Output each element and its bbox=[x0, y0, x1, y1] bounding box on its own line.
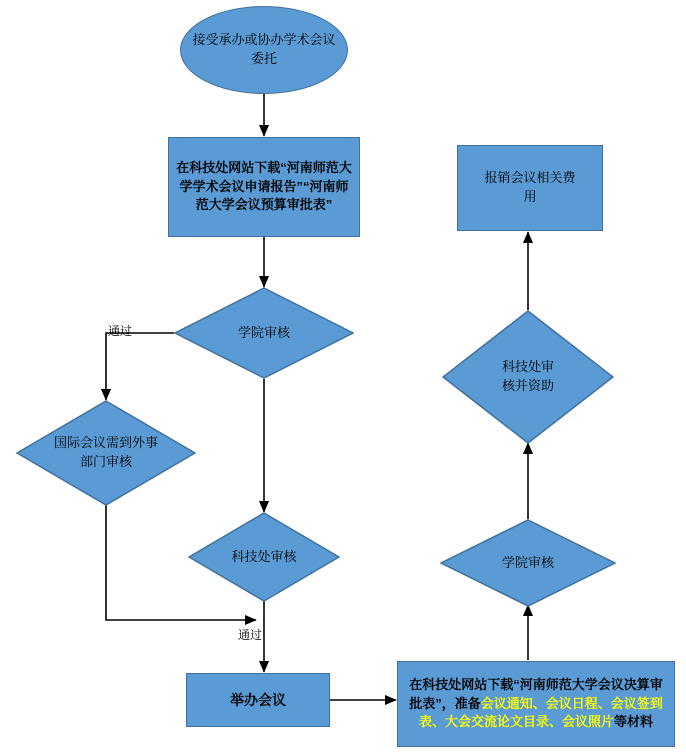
node-science-tech-office-review[interactable] bbox=[188, 512, 340, 602]
node-science-tech-office-review-and-funding-label: 科技处审核并资助 bbox=[501, 359, 554, 393]
node-college-review-1-label: 学院审核 bbox=[237, 324, 290, 340]
edge-label-pass-2: 通过 bbox=[238, 628, 263, 642]
final-forms-text-post: 等材料 bbox=[614, 714, 654, 730]
node-reimburse-expenses-label: 报销会议相关费用 bbox=[484, 170, 576, 204]
edge-label-pass-1: 通过 bbox=[108, 324, 133, 338]
node-start[interactable] bbox=[180, 6, 348, 94]
final-forms-text-highlight: 会议通知、会议日程、会议签到表、大会交流论文目录、会议照片 bbox=[418, 695, 663, 730]
node-download-application-forms[interactable] bbox=[168, 137, 360, 237]
node-international-meeting-foreign-affairs-review-label: 国际会议需到外事部门审核 bbox=[53, 435, 158, 469]
node-reimburse-expenses[interactable] bbox=[457, 145, 603, 231]
node-download-final-settlement-forms-label bbox=[398, 672, 674, 737]
node-college-review-2[interactable] bbox=[440, 519, 616, 607]
node-college-review-2-label: 学院审核 bbox=[501, 554, 554, 570]
node-hold-meeting[interactable] bbox=[186, 673, 330, 727]
node-science-tech-office-review-label: 科技处审核 bbox=[231, 548, 297, 564]
node-college-review-1[interactable] bbox=[174, 287, 354, 379]
node-download-application-forms-label: 在科技处网站下载“河南师范大学学术会议申请报告”“河南师范大学会议预算审批表” bbox=[176, 159, 352, 213]
node-hold-meeting-label: 举办会议 bbox=[230, 691, 286, 708]
node-download-final-settlement-forms[interactable] bbox=[397, 661, 675, 747]
final-forms-text-pre: 在科技处网站下载“河南师范大学会议决算审批表”，准备 bbox=[409, 676, 663, 711]
node-international-meeting-foreign-affairs-review[interactable] bbox=[16, 400, 196, 506]
node-science-tech-office-review-and-funding[interactable] bbox=[442, 310, 614, 444]
node-start-label: 接受承办或协办学术会议委托 bbox=[192, 32, 336, 66]
